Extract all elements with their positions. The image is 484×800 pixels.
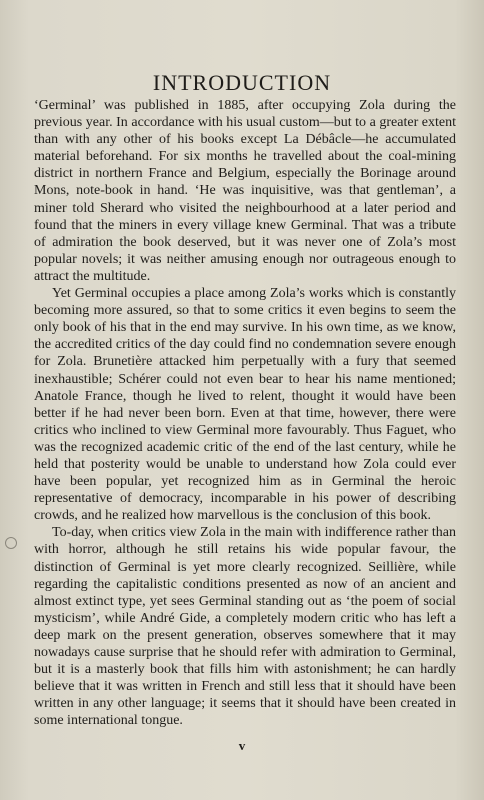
binding-hole-mark xyxy=(5,537,17,549)
paragraph-1: ‘Germinal’ was published in 1885, after occupying Zola during the previous year. In accordance with his usual custom—but to a greater extent than with any other of his books except La Débâcle—he accumulated material beforehand. For six months he travelled about the coal-mining district in northern France and Belgium, especially the Borinage around Mons, note-book in hand. ‘He was inquisitive, was that gentleman’, a miner told Sherard who visited the neighbourhood at a later period and found that the miners in every village knew Germinal. That was a tribute of admiration the book deserved, but it was never one of Zola’s most popular novels; it was neither amusing enough nor outrageous enough to attract the multitude. xyxy=(34,98,456,284)
page-title: INTRODUCTION xyxy=(152,70,332,95)
paragraph-2: Yet Germinal occupies a place among Zola’s works which is constantly becoming more assured, so that to some critics it even begins to seem the only book of his that in the end may survive. In his own time, as we know, the accredited critics of the day could find no condemnation severe enough for Zola. Brunetière attacked him perpetually with a fury that seemed inexhaustible; Schérer could not even bear to hear his name mentioned; Anatole France, though he lived to relent, thought it would have been better if he had never been born. Even at that time, however, there were critics who inclined to view Germinal more favourably. Thus Faguet, who was the recognized academic critic of the end of the last century, while he held that posterity would be unable to understand how Zola could ever have been popular, yet recognized him as in Germinal the heroic representative of democracy, incomparable in his power of describing crowds, and he realized how marvellous is the conclusion of this book. xyxy=(34,286,456,524)
page-number: v xyxy=(238,738,246,753)
body-text xyxy=(34,97,456,729)
paragraph-3: To-day, when critics view Zola in the main with indifference rather than with horror, although he still retains his wide popular favour, the distinction of Germinal is yet more clearly recognized. Seillière, while regarding the capitalistic conditions presented as now of an ancient and almost extinct type, yet sees Germinal standing out as ‘the poem of social mysticism’, while André Gide, a completely modern critic who has left a deep mark on the present generation, observes somewhere that it may nowadays cause surprise that he should refer with admiration to Germinal, but it is a masterly book that fills him with astonishment; he can hardly believe that it was written in French and still less that it should have been written in any other language; it seems that it should have been created in some international tongue. xyxy=(34,525,456,729)
